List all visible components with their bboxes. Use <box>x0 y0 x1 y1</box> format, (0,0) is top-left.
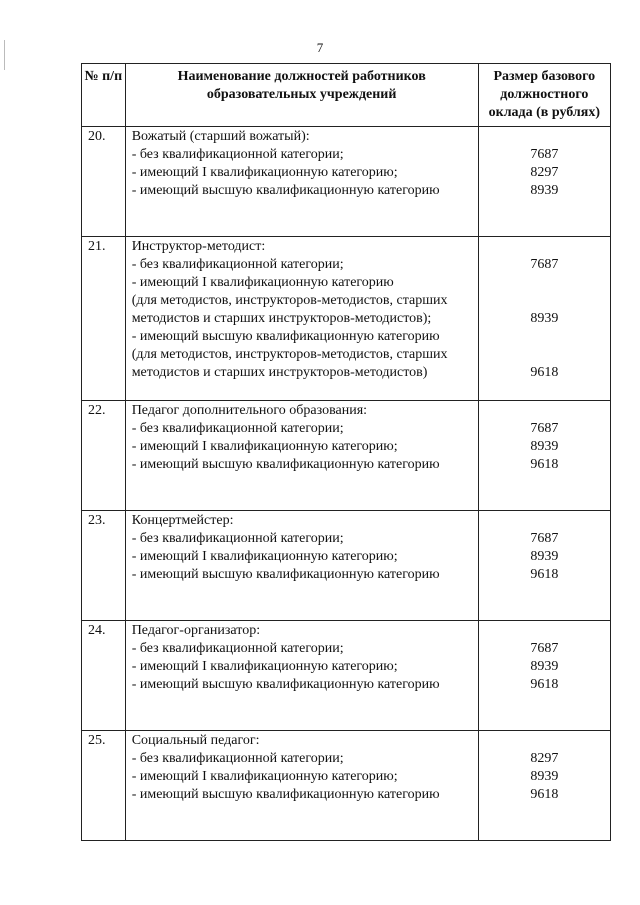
salary-value: 8939 <box>530 311 559 326</box>
table-row <box>82 511 611 621</box>
position-cell <box>125 621 478 731</box>
spacer <box>132 492 478 510</box>
category-line: - имеющий I квалификационную категорию; <box>131 659 398 674</box>
position-cell <box>125 401 478 511</box>
category-line: - без квалификационной категории; <box>131 257 344 272</box>
salary-value: 7687 <box>530 257 559 272</box>
row-number: 21. <box>82 237 126 401</box>
table-row <box>82 621 611 731</box>
salary-value: 8297 <box>530 751 559 766</box>
category-line: - имеющий I квалификационную категорию; <box>131 549 398 564</box>
spacer <box>479 402 610 420</box>
position-cell <box>125 731 478 841</box>
table-body <box>82 127 611 841</box>
salary-value: 7687 <box>530 421 559 436</box>
category-line: - имеющий высшую квалификационную категорию <box>131 567 440 582</box>
row-number: 20. <box>82 127 126 237</box>
salary-table <box>81 63 611 841</box>
salary-value <box>479 346 610 364</box>
salary-cell <box>478 237 610 401</box>
spacer <box>479 128 610 146</box>
row-number: 24. <box>82 621 126 731</box>
page-number: 7 <box>316 40 324 55</box>
category-line: - имеющий высшую квалификационную категорию <box>131 457 440 472</box>
salary-value: 7687 <box>530 641 559 656</box>
position-cell <box>125 237 478 401</box>
salary-value: 8939 <box>530 439 559 454</box>
header-number: № п/п <box>82 64 126 127</box>
salary-value: 9618 <box>530 365 559 380</box>
spacer <box>479 622 610 640</box>
salary-value: 8939 <box>530 549 559 564</box>
salary-value: 7687 <box>530 531 559 546</box>
position-title: Концертмейстер: <box>131 513 234 528</box>
category-line: - без квалификационной категории; <box>131 531 344 546</box>
category-line: - имеющий I квалификационную категорию; <box>131 439 398 454</box>
salary-value <box>479 274 610 292</box>
spacer <box>132 218 478 236</box>
position-title: Инструктор-методист: <box>131 239 266 254</box>
salary-cell <box>478 127 610 237</box>
row-number: 23. <box>82 511 126 621</box>
spacer <box>479 512 610 530</box>
position-cell <box>125 511 478 621</box>
category-line: - имеющий I квалификационную категорию; <box>131 165 398 180</box>
salary-cell <box>478 511 610 621</box>
position-title: Педагог дополнительного образования: <box>131 403 368 418</box>
spacer <box>132 694 478 712</box>
position-title: Педагог-организатор: <box>131 623 261 638</box>
table-row <box>82 127 611 237</box>
spacer <box>132 382 478 400</box>
salary-value <box>479 292 610 310</box>
salary-value: 8939 <box>530 659 559 674</box>
spacer <box>132 712 478 730</box>
spacer <box>479 238 610 256</box>
spacer <box>132 200 478 218</box>
category-line: - имеющий высшую квалификационную категорию <box>131 183 440 198</box>
salary-cell <box>478 401 610 511</box>
salary-value: 9618 <box>530 457 559 472</box>
category-line: - без квалификационной категории; <box>131 421 344 436</box>
spacer <box>479 732 610 750</box>
category-line: - имеющий I квалификационную категорию; <box>131 769 398 784</box>
spacer <box>132 584 478 602</box>
category-line: методистов и старших инструкторов-методистов); <box>131 311 432 326</box>
salary-cell <box>478 621 610 731</box>
salary-value: 9618 <box>530 787 559 802</box>
table-row <box>82 731 611 841</box>
header-base-salary: Размер базового должностного оклада (в рублях) <box>478 64 610 127</box>
salary-value: 8939 <box>530 183 559 198</box>
salary-value: 8297 <box>530 165 559 180</box>
category-line: - имеющий высшую квалификационную категорию <box>131 329 440 344</box>
table-header-row <box>82 64 611 127</box>
position-cell <box>125 127 478 237</box>
table-row <box>82 401 611 511</box>
spacer <box>132 474 478 492</box>
salary-value: 9618 <box>530 677 559 692</box>
position-title: Вожатый (старший вожатый): <box>131 129 310 144</box>
category-line: - без квалификационной категории; <box>131 751 344 766</box>
position-title: Социальный педагог: <box>131 733 260 748</box>
salary-value: 7687 <box>530 147 559 162</box>
row-number: 25. <box>82 731 126 841</box>
category-line: (для методистов, инструкторов-методистов, старших <box>131 293 448 308</box>
category-line: - без квалификационной категории; <box>131 641 344 656</box>
header-position-name: Наименование должностей работников образовательных учреждений <box>125 64 478 127</box>
category-line: - имеющий высшую квалификационную категорию <box>131 677 440 692</box>
salary-cell <box>478 731 610 841</box>
category-line: (для методистов, инструкторов-методистов, старших <box>131 347 448 362</box>
spacer <box>132 602 478 620</box>
salary-value <box>479 328 610 346</box>
spacer <box>132 804 478 822</box>
category-line: - без квалификационной категории; <box>131 147 344 162</box>
row-number: 22. <box>82 401 126 511</box>
category-line: - имеющий I квалификационную категорию <box>131 275 394 290</box>
category-line: методистов и старших инструкторов-методистов) <box>131 365 428 380</box>
salary-value: 8939 <box>530 769 559 784</box>
salary-value: 9618 <box>530 567 559 582</box>
table-row <box>82 237 611 401</box>
category-line: - имеющий высшую квалификационную категорию <box>131 787 440 802</box>
spacer <box>132 822 478 840</box>
